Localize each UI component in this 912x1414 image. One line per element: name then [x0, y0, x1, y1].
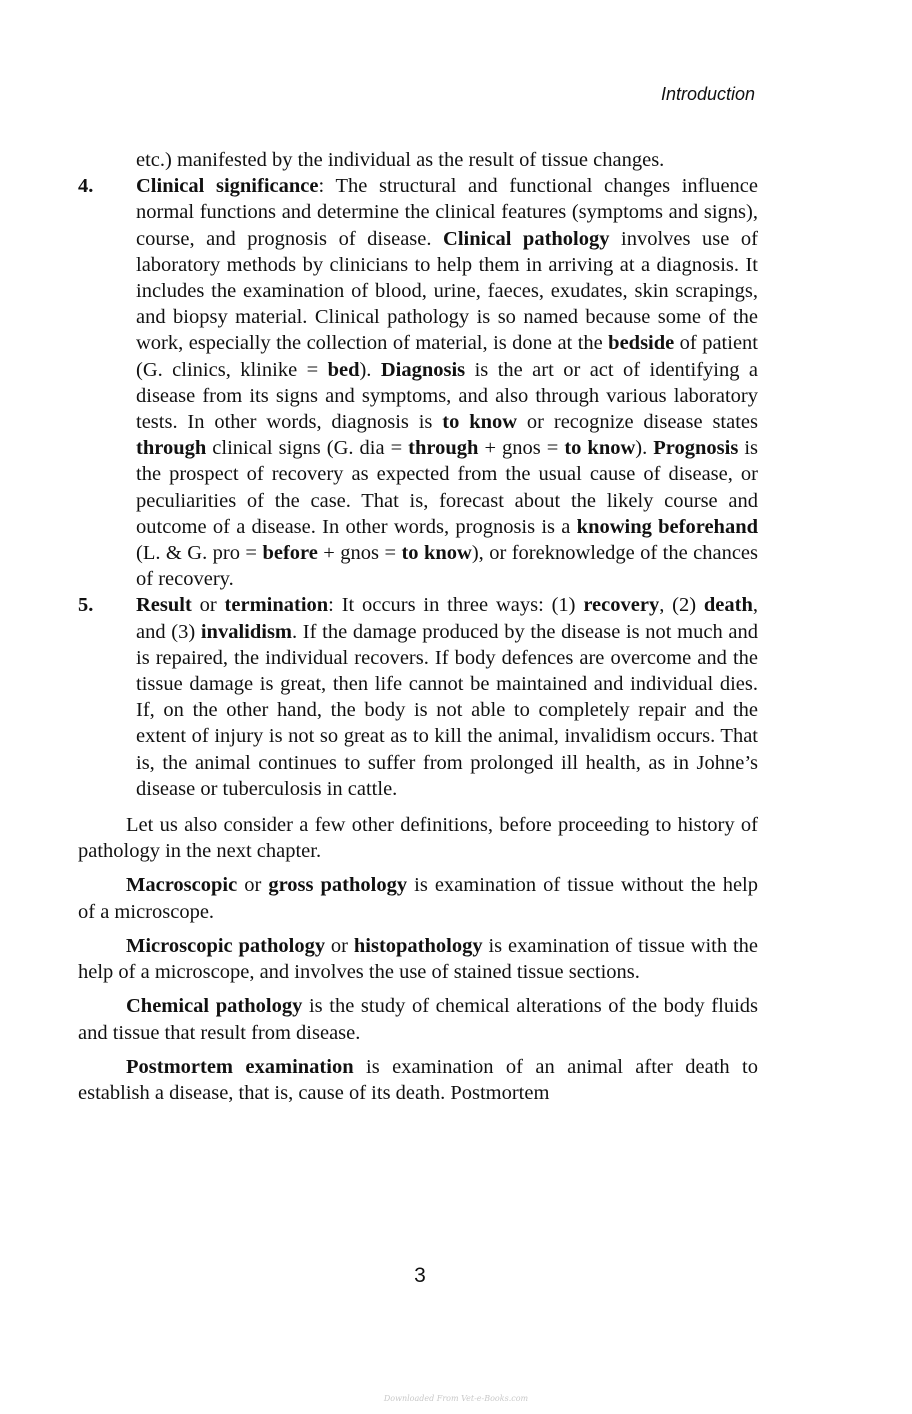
- item-number: 5.: [78, 594, 94, 617]
- paragraph-microscopic: Microscopic pathology or histopathology is examination of tissue with the help of a microscope, and involves the use of stained tissue sections.: [78, 934, 759, 984]
- paragraph-macroscopic: Macroscopic or gross pathology is examination of tissue without the help of a microscope.: [78, 874, 758, 923]
- paragraph-definitions-intro: Let us also consider a few other definitions, before proceeding to history of pathology in the next chapter.: [78, 814, 758, 863]
- paragraph-chemical: Chemical pathology is the study of chemical alterations of the body fluids and tissue that result from disease.: [78, 995, 758, 1044]
- list-item-5: 5. Result or termination: It occurs in three ways: (1) recovery, (2) death, and (3) invalidism. If the damage produced by the disease is not much and is repaired, the individual recovers. If body defences are overcome and the tissue damage is great, then life cannot be maintained and individual dies. If, on the other hand, the body is not able to completely repair and the extent of injury is not so great as to kill the animal, invalidism occurs. That is, the animal continues to suffer from prolonged ill health, as in Johne’s disease or tuberculosis in cattle.: [78, 594, 758, 800]
- paragraph-postmortem: Postmortem examination is examination of an animal after death to establish a disease, that is, cause of its death. Postmortem: [78, 1055, 759, 1104]
- continuation-line: etc.) manifested by the individual as the result of tissue changes.: [136, 149, 665, 171]
- running-head: Introduction: [660, 84, 755, 104]
- watermark: Downloaded From Vet-e-Books.com: [383, 1394, 529, 1403]
- item-number: 4.: [78, 175, 94, 198]
- page-number: 3: [414, 1264, 426, 1287]
- body-text: [78, 147, 758, 1106]
- list-item-4: 4. Clinical significance: The structural and functional changes influence normal functions and determine the clinical features (symptoms and signs), course, and prognosis of disease. Clinical pathology involves use of laboratory methods by clinicians to help them in arriving at a diagnosis. It includes the examination of blood, urine, faeces, exudates, skin scrapings, and biopsy material. Clinical pathology is so named because some of the work, especially the collection of material, is done at the bedside of patient (G. clinics, klinike = bed). Diagnosis is the art or act of identifying a disease from its signs and symptoms, and also through various laboratory tests. In other words, diagnosis is to know or recognize disease states through clinical signs (G. dia = through + gnos = to know). Prognosis is the prospect of recovery as expected from the usual cause of disease, or peculiarities of the case. That is, forecast about the likely course and outcome of a disease. In other words, prognosis is a knowing beforehand (L. & G. pro = before + gnos = to know), or foreknowledge of the chances of recovery.: [78, 175, 758, 591]
